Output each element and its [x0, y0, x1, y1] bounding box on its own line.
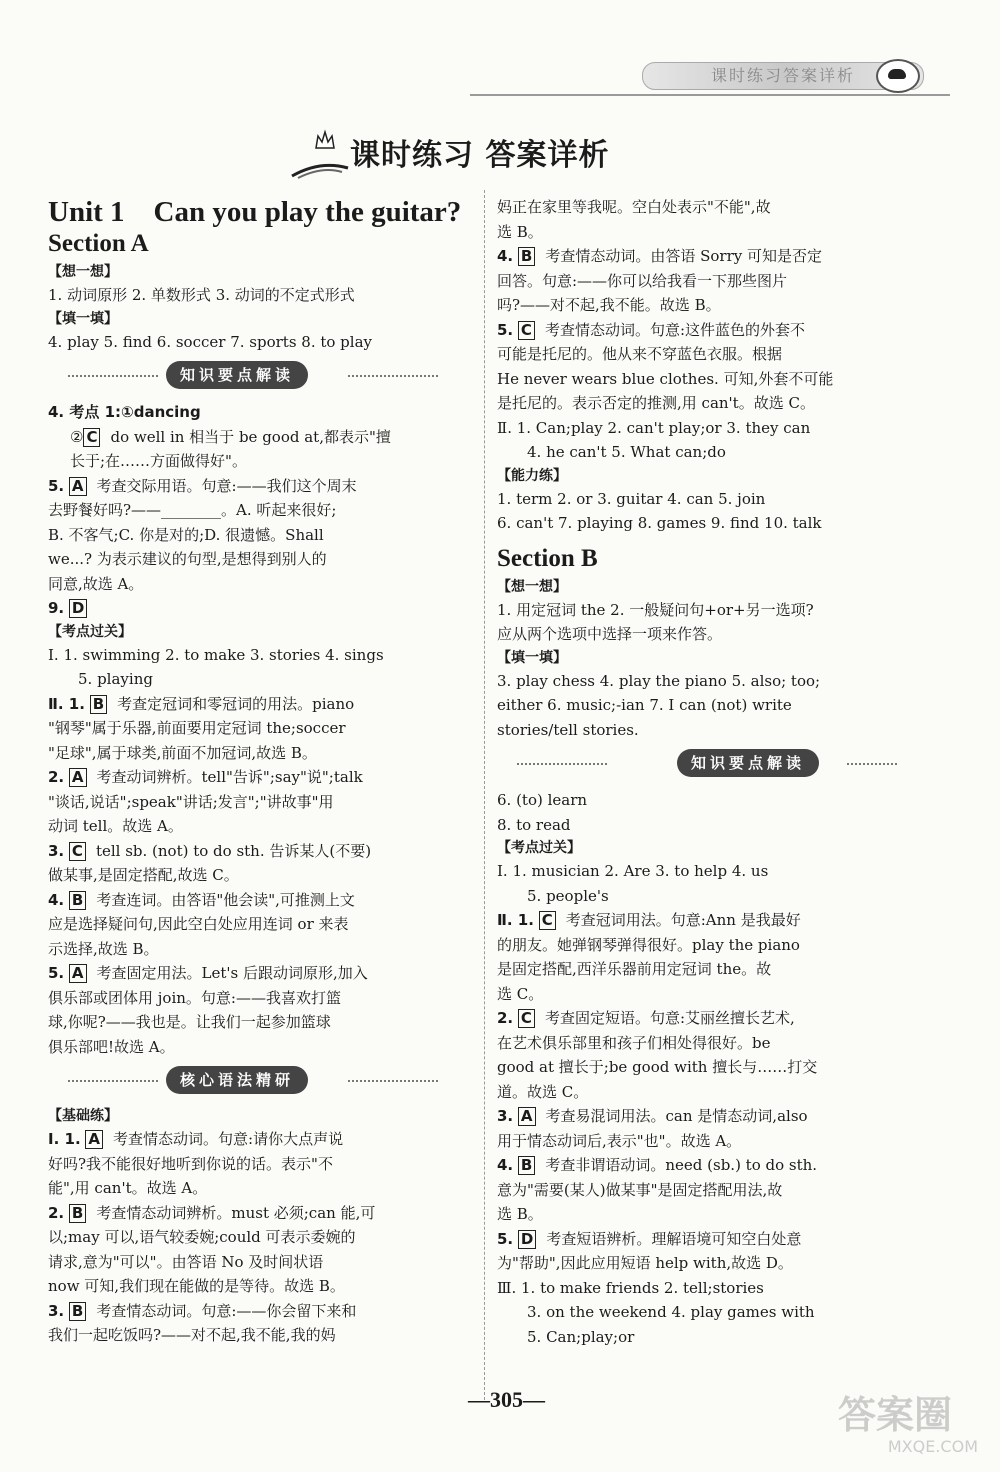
answer-line: stories/tell stories.	[497, 720, 639, 739]
answer-line: 4. B 考查非谓语动词。need (sb.) to do sth.	[497, 1156, 818, 1174]
answer-box: A	[518, 1107, 536, 1126]
answer-line: 在艺术俱乐部里和孩子们相处得很好。be	[497, 1033, 771, 1052]
answer-line: 妈正在家里等我呢。空白处表示"不能",故	[497, 198, 771, 216]
section-b-heading: Section B	[497, 544, 598, 572]
answer-line: 动词 tell。故选 A。	[48, 817, 183, 835]
tag-ability-practice: 【能力练】	[497, 467, 567, 484]
answer-line: 5. A 考查交际用语。句意:——我们这个周末	[48, 476, 357, 495]
page-title-block	[290, 130, 710, 186]
publisher-logo-icon	[876, 59, 920, 93]
answer-box: A	[85, 1130, 103, 1149]
tag-basic-practice: 【基础练】	[48, 1108, 118, 1124]
answer-line: 3. on the weekend 4. play games with	[527, 1303, 815, 1321]
answer-line: 4. 考点 1:①dancing	[48, 403, 201, 421]
answer-line: Ⅱ. 1. B 考查定冠词和零冠词的用法。piano	[48, 694, 355, 713]
unit-title: Unit 1 Can you play the guitar?	[48, 196, 462, 228]
answer-line: "谈话,说话";speak"讲话;发言";"讲故事"用	[48, 792, 334, 811]
answer-line: 俱乐部吧!故选 A。	[48, 1037, 175, 1056]
answer-box: D	[518, 1230, 536, 1249]
answer-line: 好吗?我不能很好地听到你说的话。表示"不	[48, 1154, 333, 1173]
answer-line: 的朋友。她弹钢琴弹得很好。play the piano	[497, 935, 800, 954]
tag-checkpoint: 【考点过关】	[48, 623, 132, 640]
answer-box: D	[69, 599, 87, 618]
answer-line: He never wears blue clothes. 可知,外套不可能	[497, 369, 834, 388]
answer-line: now 可知,我们现在能做的是等待。故选 B。	[48, 1277, 345, 1295]
answer-line: 做某事,是固定搭配,故选 C。	[48, 866, 239, 884]
answer-line: 3. C tell sb. (not) to do sth. 告诉某人(不要)	[48, 841, 372, 860]
answer-line: 吗?——对不起,我不能。故选 B。	[497, 296, 721, 314]
answer-line: 5. Can;play;or	[527, 1327, 635, 1346]
answer-line: 5. playing	[78, 670, 153, 688]
answer-line: 同意,故选 A。	[48, 574, 144, 593]
column-divider	[484, 190, 485, 1400]
answer-line: 应从两个选项中选择一项来作答。	[497, 625, 723, 643]
answer-line: Ⅱ. 1. Can;play 2. can't play;or 3. they can	[497, 418, 811, 437]
watermark-url: MXQE.COM	[887, 1437, 978, 1456]
left-column	[48, 195, 468, 1348]
answer-line: 4. play 5. find 6. soccer 7. sports 8. to play	[48, 332, 373, 351]
answer-line: 回答。句意:——你可以给我看一下那些图片	[497, 271, 788, 290]
swoosh-icon	[290, 158, 350, 180]
answer-box: B	[90, 695, 107, 714]
answer-line: B. 不客气;C. 你是对的;D. 很遗憾。Shall	[48, 525, 324, 544]
answer-line: 6. can't 7. playing 8. games 9. find 10. talk	[497, 514, 822, 532]
answer-line: 1. term 2. or 3. guitar 4. can 5. join	[497, 489, 766, 508]
answer-line: 意为"需要(某人)做某事"是固定搭配用法,故	[497, 1180, 783, 1199]
tag-think: 【想一想】	[48, 264, 118, 280]
answer-box: B	[518, 1156, 535, 1175]
answer-line: Ⅰ. 1. swimming 2. to make 3. stories 4. sings	[48, 645, 384, 664]
answer-box: B	[69, 1204, 86, 1223]
answer-line: 8. to read	[497, 815, 571, 834]
tag-think: 【想一想】	[497, 578, 567, 595]
section-a-heading: Section A	[48, 230, 149, 257]
answer-line: Ⅱ. 1. C 考查冠词用法。句意:Ann 是我最好	[497, 911, 801, 929]
answer-line: 用于情态动词后,表示"也"。故选 A。	[497, 1131, 742, 1150]
answer-line: either 6. music;-ian 7. I can (not) write	[497, 696, 792, 714]
answer-line: Ⅲ. 1. to make friends 2. tell;stories	[497, 1278, 764, 1297]
answer-line: Ⅰ. 1. A 考查情态动词。句意:请你大点声说	[48, 1130, 344, 1148]
answer-box: C	[518, 321, 535, 340]
answer-line: 5. D 考查短语辨析。理解语境可知空白处意	[497, 1229, 802, 1248]
answer-line: 我们一起吃饭吗?——对不起,我不能,我的妈	[48, 1326, 336, 1344]
page-title: 课时练习 答案详析	[350, 138, 610, 173]
answer-line: good at 擅长于;be good with 擅长与……打交	[497, 1058, 818, 1076]
banner-label: 知识要点解读	[677, 749, 819, 777]
answer-line: "钢琴"属于乐器,前面要用定冠词 the;soccer	[48, 719, 346, 737]
answer-line: 道。故选 C。	[497, 1082, 589, 1101]
banner-label: 知识要点解读	[166, 361, 308, 389]
answer-box: A	[69, 477, 87, 496]
answer-line: 长于;在……方面做得好"。	[70, 452, 247, 470]
answer-line: 5. A 考查固定用法。Let's 后跟动词原形,加入	[48, 964, 368, 982]
answer-line: 4. B 考查情态动词。由答语 Sorry 可知是否定	[497, 247, 823, 265]
answer-line: 去野餐好吗?——________。A. 听起来很好;	[48, 501, 337, 519]
answer-line: 能",用 can't。故选 A。	[48, 1179, 208, 1197]
answer-line: 9. D	[48, 596, 468, 621]
answer-box: C	[539, 911, 556, 930]
answer-line: we...? 为表示建议的句型,是想得到别人的	[48, 550, 327, 568]
answer-line: 2. B 考查情态动词辨析。must 必须;can 能,可	[48, 1203, 376, 1222]
answer-line: 俱乐部或团体用 join。句意:——我喜欢打篮	[48, 988, 341, 1007]
answer-line: 5. people's	[527, 886, 609, 905]
answer-line: 球,你呢?——我也是。让我们一起参加篮球	[48, 1013, 331, 1031]
right-column	[497, 195, 922, 1349]
answer-box: B	[518, 247, 535, 266]
answer-line: 3. B 考查情态动词。句意:——你会留下来和	[48, 1301, 357, 1320]
answer-line: ② C do well in 相当于 be good at,都表示"擅	[70, 427, 391, 446]
answer-line: 应是选择疑问句,因此空白处应用连词 or 来表	[48, 915, 349, 933]
crown-icon	[314, 128, 336, 152]
answer-line: 请求,意为"可以"。由答语 No 及时间状语	[48, 1252, 324, 1271]
answer-box: A	[69, 964, 87, 983]
answer-line: 3. A 考查易混词用法。can 是情态动词,also	[497, 1107, 808, 1125]
answer-line: Ⅰ. 1. musician 2. Are 3. to help 4. us	[497, 862, 769, 880]
answer-line: 可能是托尼的。他从来不穿蓝色衣服。根据	[497, 345, 783, 363]
answer-box: A	[69, 768, 87, 787]
answer-line: 选 B。	[497, 222, 543, 241]
answer-line: 2. C 考查固定短语。句意:艾丽丝擅长艺术,	[497, 1009, 795, 1027]
answer-line: 为"帮助",因此应用短语 help with,故选 D。	[497, 1254, 793, 1272]
answer-line: 4. he can't 5. What can;do	[527, 443, 726, 461]
banner-label: 核心语法精研	[166, 1066, 308, 1094]
answer-line: 5. C 考查情态动词。句意:这件蓝色的外套不	[497, 320, 805, 339]
answer-line: 是托尼的。表示否定的推测,用 can't。故选 C。	[497, 394, 815, 412]
tag-checkpoint: 【考点过关】	[497, 840, 581, 856]
section-banner	[48, 360, 468, 392]
section-banner	[48, 1065, 468, 1097]
answer-box: B	[69, 891, 86, 910]
answer-line: 4. B 考查连词。由答语"他会读",可推测上文	[48, 890, 355, 909]
answer-line: "足球",属于球类,前面不加冠词,故选 B。	[48, 743, 317, 762]
answer-box: B	[69, 1302, 86, 1321]
answer-line: 6. (to) learn	[497, 791, 588, 809]
answer-line: 2. A 考查动词辨析。tell"告诉";say"说";talk	[48, 768, 363, 786]
answer-box: C	[83, 428, 100, 447]
answer-line: 3. play chess 4. play the piano 5. also; too;	[497, 671, 821, 690]
answer-box: C	[69, 842, 86, 861]
answer-box: C	[518, 1009, 535, 1028]
section-banner	[497, 748, 922, 780]
answer-line: 示选择,故选 B。	[48, 939, 159, 958]
answer-line: 选 C。	[497, 984, 544, 1003]
page-number: —305—	[468, 1387, 545, 1412]
answer-line: 选 B。	[497, 1205, 543, 1223]
tag-fill: 【填一填】	[497, 649, 567, 666]
header-banner: 课时练习答案详析	[642, 62, 924, 90]
answer-line: 1. 动词原形 2. 单数形式 3. 动词的不定式形式	[48, 286, 355, 304]
tag-fill: 【填一填】	[48, 310, 118, 327]
watermark	[838, 1393, 978, 1463]
header-rule	[470, 94, 950, 96]
watermark-text: 答案圈	[838, 1393, 953, 1437]
answer-line: 1. 用定冠词 the 2. 一般疑问句+or+另一选项?	[497, 600, 814, 619]
answer-line: 是固定搭配,西洋乐器前用定冠词 the。故	[497, 960, 772, 978]
answer-line: 以;may 可以,语气较委婉;could 可表示委婉的	[48, 1228, 356, 1246]
